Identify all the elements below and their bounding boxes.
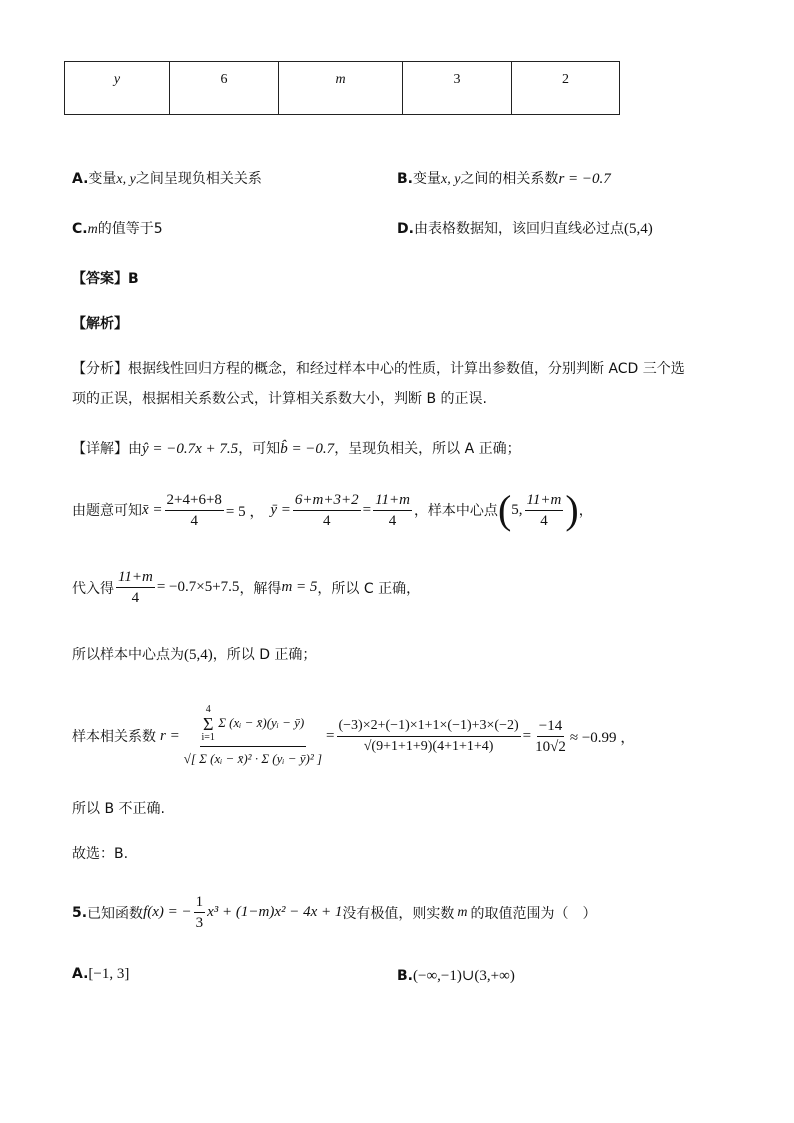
choose-line: 故选：B. — [72, 846, 129, 862]
y-mean-fraction — [293, 491, 361, 530]
detail-text: ，呈现负相关，所以 A 正确； — [334, 441, 521, 457]
substitution-text: 代入得 — [72, 580, 114, 597]
detail-text: 由 — [128, 441, 142, 457]
y-mean-label: ȳ = — [270, 501, 291, 518]
question-text: 的取值范围为（ ） — [470, 905, 597, 922]
option-b-formula: r = −0.7 — [558, 171, 611, 187]
correlation-result — [533, 717, 568, 756]
table-cell: 2 — [512, 62, 620, 115]
option-a-prefix: A. — [72, 171, 89, 187]
r-label: r = — [160, 727, 180, 744]
center-fraction — [525, 491, 564, 530]
substitution-fraction — [116, 568, 155, 607]
q5-option-a — [72, 966, 129, 983]
formula-numerator — [200, 705, 307, 747]
fraction-denominator: √(9+1+1+9)(4+1+1+4) — [363, 738, 494, 754]
substitution-text: ，解得 — [239, 580, 282, 597]
left-paren: ( — [497, 487, 512, 532]
option-a — [72, 168, 262, 188]
sum-lower: i=1 — [201, 731, 215, 743]
answer-line — [72, 268, 139, 288]
right-paren: ) — [565, 487, 579, 532]
option-c-text: 的值等于5 — [97, 221, 163, 237]
option-d — [397, 218, 653, 238]
not-b-line: 所以 B 不正确. — [72, 801, 165, 817]
numerator-sum: Σ (xᵢ − x̄)(yᵢ − ȳ) — [218, 714, 305, 730]
table-cell: 3 — [403, 62, 512, 115]
question-var: m — [457, 904, 468, 920]
detail-line — [72, 438, 521, 458]
correlation-formula — [182, 705, 324, 768]
center-x: 5, — [511, 501, 523, 518]
equals-sign: = — [522, 727, 532, 744]
option-b-mid: 之间的相关系数 — [460, 171, 559, 187]
m-result: m = 5 — [281, 579, 318, 595]
data-table — [64, 61, 620, 115]
option-prefix: B. — [397, 968, 413, 984]
center-text: ，所以 D 正确； — [212, 647, 317, 663]
regression-equation: ŷ = −0.7x + 7.5 — [142, 441, 239, 457]
correlation-approx: ≈ −0.99 ， — [569, 729, 636, 746]
question-text: 已知函数 — [87, 905, 144, 922]
x-mean-fraction — [165, 491, 224, 530]
y-mean-fraction-2 — [373, 491, 412, 530]
equals-sign: = — [326, 727, 335, 744]
center-text: 所以样本中心点为 — [72, 647, 184, 663]
analysis-label: 【分析】 — [72, 361, 128, 377]
function-label: f(x) = − — [143, 904, 192, 920]
detail-text: ，可知 — [238, 441, 281, 457]
equals-sign: = — [362, 501, 372, 518]
option-prefix: A. — [72, 966, 89, 982]
fraction-denominator: 4 — [388, 512, 397, 529]
option-b-text: 变量 — [413, 171, 441, 187]
correlation-substitution — [337, 717, 521, 756]
option-value: (−∞,−1)∪(3,+∞) — [413, 968, 515, 984]
center-line — [72, 644, 316, 664]
option-d-point: (5,4) — [623, 221, 653, 237]
fraction-denominator: 3 — [195, 915, 204, 931]
substitution-equation: = −0.7×5+7.5 — [156, 579, 240, 595]
option-c-var: m — [87, 222, 98, 237]
function-fraction — [194, 893, 206, 932]
option-a-text: 变量 — [88, 171, 117, 187]
option-a-post: 之间呈现负相关关系 — [135, 171, 262, 187]
table-cell-label: y — [65, 62, 170, 115]
detail-label: 【详解】 — [72, 441, 128, 457]
sum-upper: 4 — [205, 703, 211, 715]
fraction-numerator: 11+m — [373, 491, 412, 511]
correlation-text: 样本相关系数 — [72, 729, 156, 745]
substitution-line — [72, 568, 420, 607]
x-mean-label: x̄ = — [142, 501, 163, 518]
fraction-numerator: −14 — [537, 717, 564, 737]
function-body: x³ + (1−m)x² − 4x + 1 — [207, 904, 343, 920]
sum-icon: Σ — [202, 713, 214, 734]
fraction-numerator: 6+m+3+2 — [293, 491, 361, 511]
substitution-text: ，所以 C 正确， — [317, 580, 421, 597]
mean-text: ，样本中心点 — [413, 503, 498, 519]
analysis-header: 【解析】 — [72, 316, 128, 332]
answer-value: B — [128, 271, 139, 287]
option-b-vars: x, y — [441, 172, 461, 187]
table-cell: m — [279, 62, 403, 115]
formula-denominator: √[ Σ (xᵢ − x̄)² · Σ (yᵢ − ȳ)² ] — [183, 750, 323, 766]
fraction-numerator: (−3)×2+(−1)×1+1×(−1)+3×(−2) — [337, 717, 521, 737]
fraction-denominator: 4 — [323, 512, 331, 529]
question-number: 5. — [72, 904, 88, 921]
option-c — [72, 218, 163, 238]
option-value: [−1, 3] — [88, 966, 130, 982]
mean-tail: ， — [578, 503, 593, 519]
option-b — [397, 168, 611, 188]
question-text: 没有极值，则实数 — [342, 905, 455, 922]
slope-value: b̂ = −0.7 — [280, 441, 335, 457]
fraction-numerator: 1 — [194, 893, 206, 913]
analysis-text-1: 根据线性回归方程的概念，和经过样本中心的性质，计算出参数值，分别判断 ACD 三个选 — [128, 361, 685, 377]
table-cell: 6 — [170, 62, 279, 115]
option-b-prefix: B. — [397, 171, 413, 187]
question-5 — [72, 893, 597, 932]
sum-limits — [202, 705, 215, 743]
option-d-prefix: D. — [397, 221, 414, 237]
analysis-line-1 — [72, 358, 685, 378]
mean-text: 由题意可知 — [72, 503, 142, 519]
answer-label: 【答案】 — [72, 271, 128, 287]
option-a-vars: x, y — [116, 172, 136, 187]
fraction-numerator: 11+m — [116, 568, 155, 588]
q5-option-b — [397, 966, 515, 985]
table-row — [65, 62, 620, 115]
fraction-denominator: 4 — [540, 512, 548, 529]
option-c-prefix: C. — [72, 221, 88, 237]
fraction-denominator: 10√2 — [535, 738, 566, 755]
x-mean-result: = 5 ， — [225, 503, 265, 520]
fraction-denominator: 4 — [131, 590, 140, 606]
fraction-numerator: 2+4+6+8 — [165, 491, 224, 511]
correlation-line — [72, 690, 635, 782]
center-point: (5,4) — [184, 647, 213, 663]
mean-line — [72, 487, 593, 532]
fraction-denominator: 4 — [190, 512, 198, 529]
analysis-line-2: 项的正误，根据相关系数公式，计算相关系数大小，判断 B 的正误. — [72, 391, 487, 407]
option-d-text: 由表格数据知，该回归直线必过点 — [413, 221, 624, 237]
fraction-numerator: 11+m — [525, 491, 564, 511]
